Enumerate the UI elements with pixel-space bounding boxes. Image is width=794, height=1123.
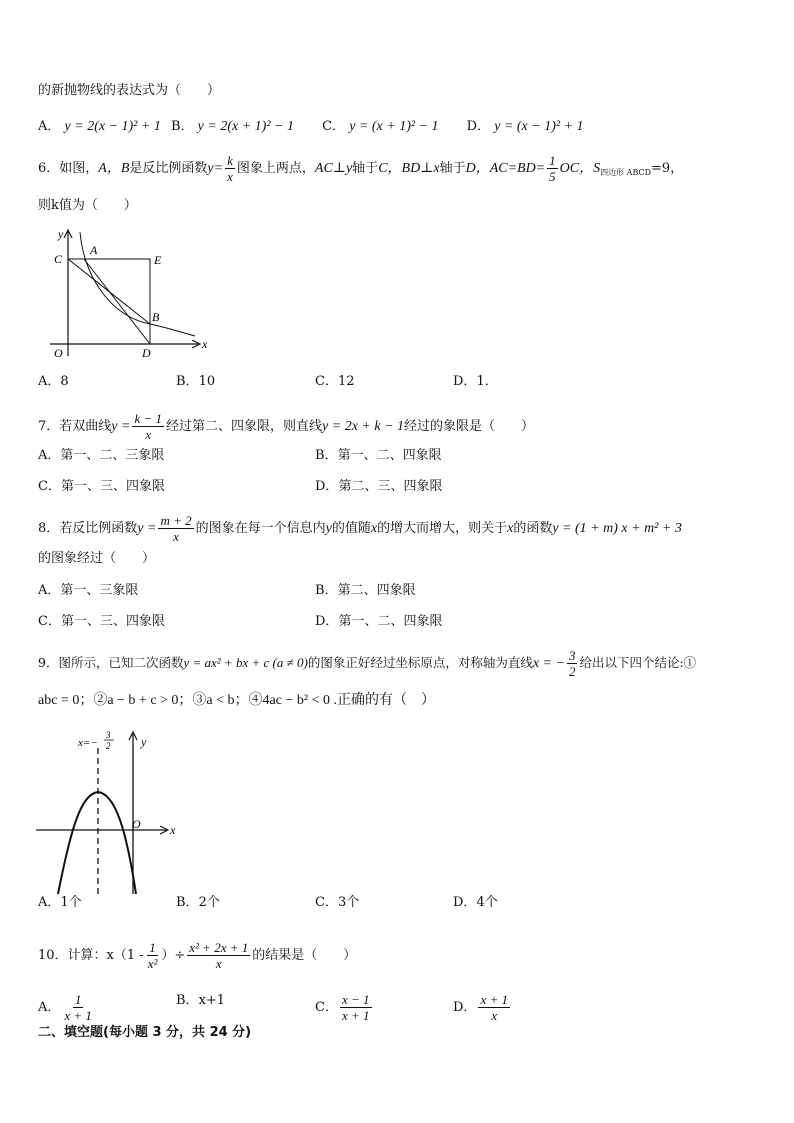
q6-question: 则k值为（ ） bbox=[38, 198, 137, 213]
q6-label-b: B bbox=[152, 310, 160, 324]
q5-option-a: A． y = 2(x − 1)² + 1 bbox=[38, 119, 161, 134]
q5-stem: 的新抛物线的表达式为（ ） bbox=[38, 83, 221, 98]
q6-figure bbox=[40, 226, 220, 361]
q7-option-c: C．第一、三、四象限 bbox=[38, 479, 165, 494]
q9-option-a: A．1个 bbox=[38, 895, 82, 910]
q6-stem: 6．如图，A，B是反比例函数y= $\frac{k}{x}$ 图象上两点，AC⊥y轴于C，BD⊥x轴于D，AC=BD= $\frac{1}{5}$ OC，$S_{四边形 ABCD}=9$， bbox=[38, 153, 684, 184]
q9-label-o: O bbox=[132, 817, 141, 831]
q5-option-c: C． y = (x + 1)² − 1 bbox=[322, 119, 439, 134]
q5-option-b: B． y = 2(x + 1)² − 1 bbox=[170, 119, 294, 134]
q10-option-b: B．x+1 bbox=[176, 993, 226, 1008]
q7-option-a: A．第一、二、三象限 bbox=[38, 448, 165, 463]
q7-option-d: D．第二、三、四象限 bbox=[315, 479, 443, 494]
q9-stem: 9．图所示，已知二次函数y = ax² + bx + c (a ≠ 0)的图象正好经过坐标原点，对称轴为直线x = − $\frac{3}{2}$ 给出以下四个结论:① bbox=[38, 648, 697, 679]
q10-fraction-2: $\frac{\text{x² + 2x + 1}}{x}$ bbox=[189, 940, 249, 971]
q9-label-axis-den: 2 bbox=[106, 741, 111, 751]
q9-option-d: D．4个 bbox=[453, 895, 498, 910]
q6-fraction-k-over-x: $\frac{k}{x}$ bbox=[227, 153, 233, 184]
q9-parabola bbox=[58, 792, 136, 894]
q6-label-e: E bbox=[154, 253, 162, 267]
q10-option-a: A． $\frac{1}{x + 1}$ bbox=[38, 992, 92, 1023]
q7-stem: 7．若双曲线y = $\frac{k - 1}{x}$ 经过第二、四象限，则直线y = 2x + k − 1经过的象限是（ ） bbox=[38, 411, 535, 442]
q9-label-y: y bbox=[141, 735, 147, 749]
q9-label-axis-num: 3 bbox=[106, 730, 111, 740]
q6-label-o: O bbox=[54, 346, 63, 360]
q7-fraction: $\frac{k - 1}{x}$ bbox=[134, 411, 163, 442]
q6-option-a: A．8 bbox=[38, 374, 69, 389]
q8-question: 的图象经过（ ） bbox=[38, 551, 156, 566]
q10-stem: 10．计算：x（1 - $\frac{1}{\text{x²}}$ ）÷ $\frac{\text{x² + 2x + 1}}{x}$ 的结果是（ ） bbox=[38, 940, 357, 971]
q6-fraction-one-fifth: $\frac{1}{5}$ bbox=[549, 153, 556, 184]
q9-option-c: C．3个 bbox=[315, 895, 360, 910]
q8-fraction: $\frac{m + 2}{x}$ bbox=[160, 513, 192, 544]
q6-option-b: B．10 bbox=[176, 374, 216, 389]
q10-fraction-1: $\frac{1}{\text{x²}}$ bbox=[147, 940, 158, 971]
q9-option-b: B．2个 bbox=[176, 895, 220, 910]
q6-label-x: x bbox=[202, 337, 208, 351]
q6-label-c: C bbox=[54, 252, 63, 266]
q9-fraction: $\frac{3}{2}$ bbox=[568, 648, 576, 679]
q9-figure bbox=[36, 728, 186, 896]
q6-label-a: A bbox=[90, 243, 98, 257]
q9-label-x: x bbox=[170, 823, 176, 837]
q7-option-b: B．第一、二、四象限 bbox=[315, 448, 442, 463]
q5-options bbox=[38, 118, 584, 136]
q8-option-c: C．第一、三、四象限 bbox=[38, 614, 165, 629]
q5-option-d: D． y = (x − 1)² + 1 bbox=[466, 119, 584, 134]
q9-conclusions: abc = 0；②a − b + c > 0；③a < b；④4ac − b² < 0 .正确的有（ ） bbox=[38, 693, 435, 708]
section-heading: 二、填空题(每小题 3 分，共 24 分) bbox=[38, 1025, 252, 1040]
q8-option-b: B．第二、四象限 bbox=[315, 583, 416, 598]
q6-option-d: D．1． bbox=[453, 374, 498, 389]
q8-option-d: D．第一、二、四象限 bbox=[315, 614, 443, 629]
q8-stem: 8．若反比例函数y = $\frac{m + 2}{x}$ 的图象在每一个信息内y的值随x的增大而增大，则关于x的函数y = (1 + m) x + m² + 3 bbox=[38, 513, 682, 544]
q9-label-axis: x=− bbox=[78, 737, 98, 749]
q10-option-d: D． $\frac{x + 1}{x}$ bbox=[453, 992, 508, 1023]
q6-label-d: D bbox=[142, 346, 151, 360]
q8-option-a: A．第一、三象限 bbox=[38, 583, 139, 598]
q10-option-c: C． $\frac{x - 1}{x + 1}$ bbox=[315, 992, 370, 1023]
q6-label-y: y bbox=[58, 227, 64, 241]
q6-rectangle bbox=[68, 259, 150, 344]
q6-segment-ad bbox=[84, 259, 150, 344]
q6-option-c: C．12 bbox=[315, 374, 355, 389]
